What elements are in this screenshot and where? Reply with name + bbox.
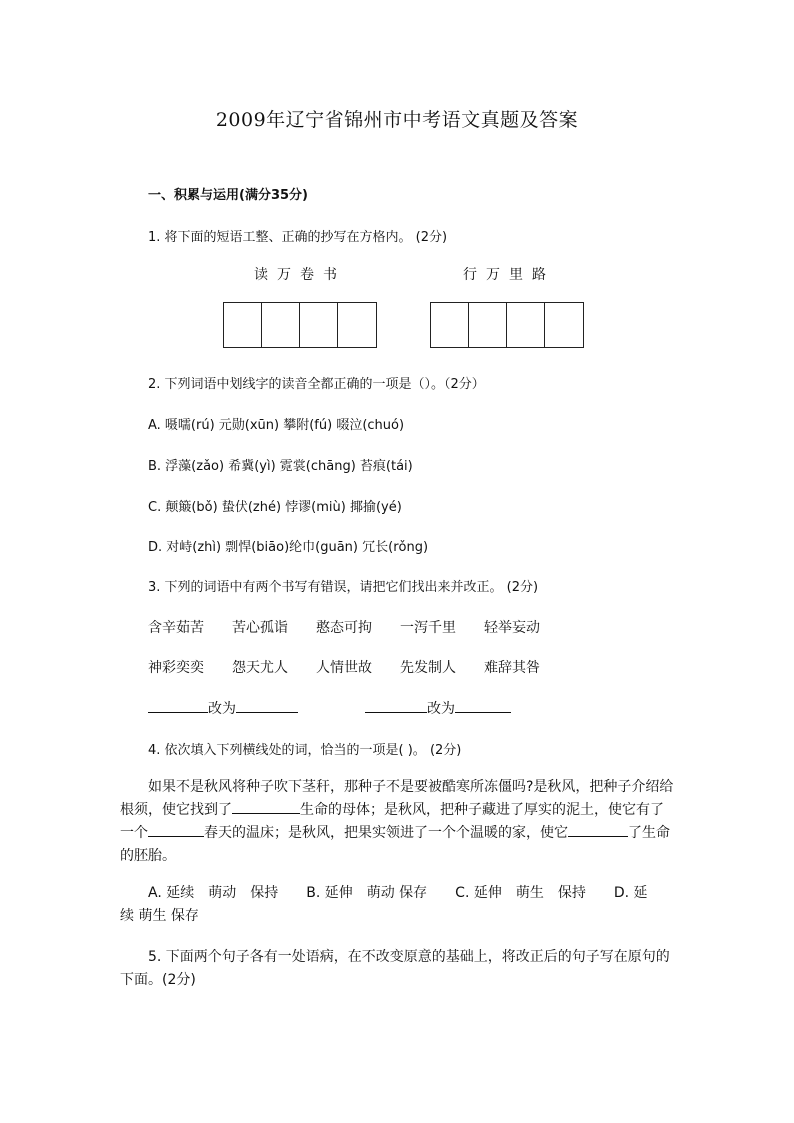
passage-line: 的胚胎。 — [120, 848, 176, 864]
word-item: 先发制人 — [400, 660, 456, 676]
phrase-2: 行万里路 — [463, 267, 555, 283]
word-item: 含辛茹苦 — [148, 620, 204, 636]
question-5-text — [120, 946, 676, 992]
option-d: D. 对峙(zhì) 剽悍(biāo)纶巾(guān) 冗长(rǒng) — [148, 540, 429, 555]
word-item: 人情世故 — [316, 660, 372, 676]
grid-cell[interactable] — [300, 303, 338, 347]
section-heading: 一、积累与运用(满分35分) — [148, 188, 308, 203]
options-line: A. 延续 萌动 保持 B. 延伸 萌动 保存 C. 延伸 萌生 保持 D. 延 — [148, 885, 648, 901]
change-label: 改为 — [427, 701, 455, 717]
word-item: 轻举妄动 — [484, 620, 540, 636]
options-line: 续 萌生 保存 — [120, 908, 199, 924]
word-row-2 — [148, 657, 568, 677]
grid-cell[interactable] — [469, 303, 507, 347]
answer-grid-2 — [430, 302, 584, 348]
answer-blank[interactable] — [455, 700, 511, 713]
grid-cell[interactable] — [224, 303, 262, 347]
question-5-line: 下面。(2分) — [120, 972, 196, 988]
answer-blank[interactable] — [236, 700, 298, 713]
grid-cell[interactable] — [431, 303, 469, 347]
answer-blank[interactable] — [232, 801, 300, 814]
answer-grid-1 — [223, 302, 377, 348]
passage-line: 了生命 — [628, 825, 670, 841]
question-4-options — [120, 882, 676, 928]
passage-line: 根须，使它找到了 — [120, 802, 232, 818]
word-item: 怨天尤人 — [232, 660, 288, 676]
phrase-1: 读万卷书 — [254, 267, 346, 283]
grid-cell[interactable] — [338, 303, 376, 347]
question-5-line: 5. 下面两个句子各有一处语病，在不改变原意的基础上，将改正后的句子写在原句的 — [148, 949, 670, 965]
passage-line: 如果不是秋风将种子吹下茎秆，那种子不是要被酷寒所冻僵吗?是秋风，把种子介绍给 — [148, 779, 674, 795]
question-1-text: 1. 将下面的短语工整、正确的抄写在方格内。 (2分) — [148, 230, 448, 245]
correction-line-2 — [365, 698, 511, 718]
answer-blank[interactable] — [365, 700, 427, 713]
word-item: 一泻千里 — [400, 620, 456, 636]
question-4-passage — [120, 776, 676, 868]
question-3-text: 3. 下列的词语中有两个书写有错误，请把它们找出来并改正。 (2分) — [148, 580, 539, 595]
question-2-text: 2. 下列词语中划线字的读音全都正确的一项是（）。（2分） — [148, 377, 485, 392]
option-a: A. 嗫嚅(rú) 元勋(xūn) 攀附(fú) 啜泣(chuó) — [148, 418, 405, 433]
grid-cell[interactable] — [545, 303, 583, 347]
answer-blank[interactable] — [568, 824, 628, 837]
answer-blank[interactable] — [148, 700, 208, 713]
grid-cell[interactable] — [262, 303, 300, 347]
passage-line: 生命的母体；是秋风，把种子藏进了厚实的泥土，使它有了 — [300, 802, 664, 818]
word-item: 苦心孤诣 — [232, 620, 288, 636]
correction-line-1 — [148, 698, 298, 718]
word-item: 神彩奕奕 — [148, 660, 204, 676]
document-title: 2009年辽宁省锦州市中考语文真题及答案 — [215, 109, 579, 131]
grid-cell[interactable] — [507, 303, 545, 347]
word-item: 憨态可拘 — [316, 620, 372, 636]
question-4-text: 4. 依次填入下列横线处的词，恰当的一项是( )。 (2分) — [148, 743, 462, 758]
option-b: B. 浮藻(zǎo) 希冀(yì) 霓裳(chāng) 苔痕(tái) — [148, 459, 413, 474]
passage-line: 春天的温床；是秋风，把果实领进了一个个温暖的家，使它 — [204, 825, 568, 841]
answer-blank[interactable] — [148, 824, 204, 837]
word-row-1 — [148, 617, 568, 637]
change-label: 改为 — [208, 701, 236, 717]
option-c: C. 颠簸(bǒ) 蛰伏(zhé) 悖谬(miù) 揶揄(yé) — [148, 500, 402, 515]
word-item: 难辞其咎 — [484, 660, 540, 676]
passage-line: 一个 — [120, 825, 148, 841]
